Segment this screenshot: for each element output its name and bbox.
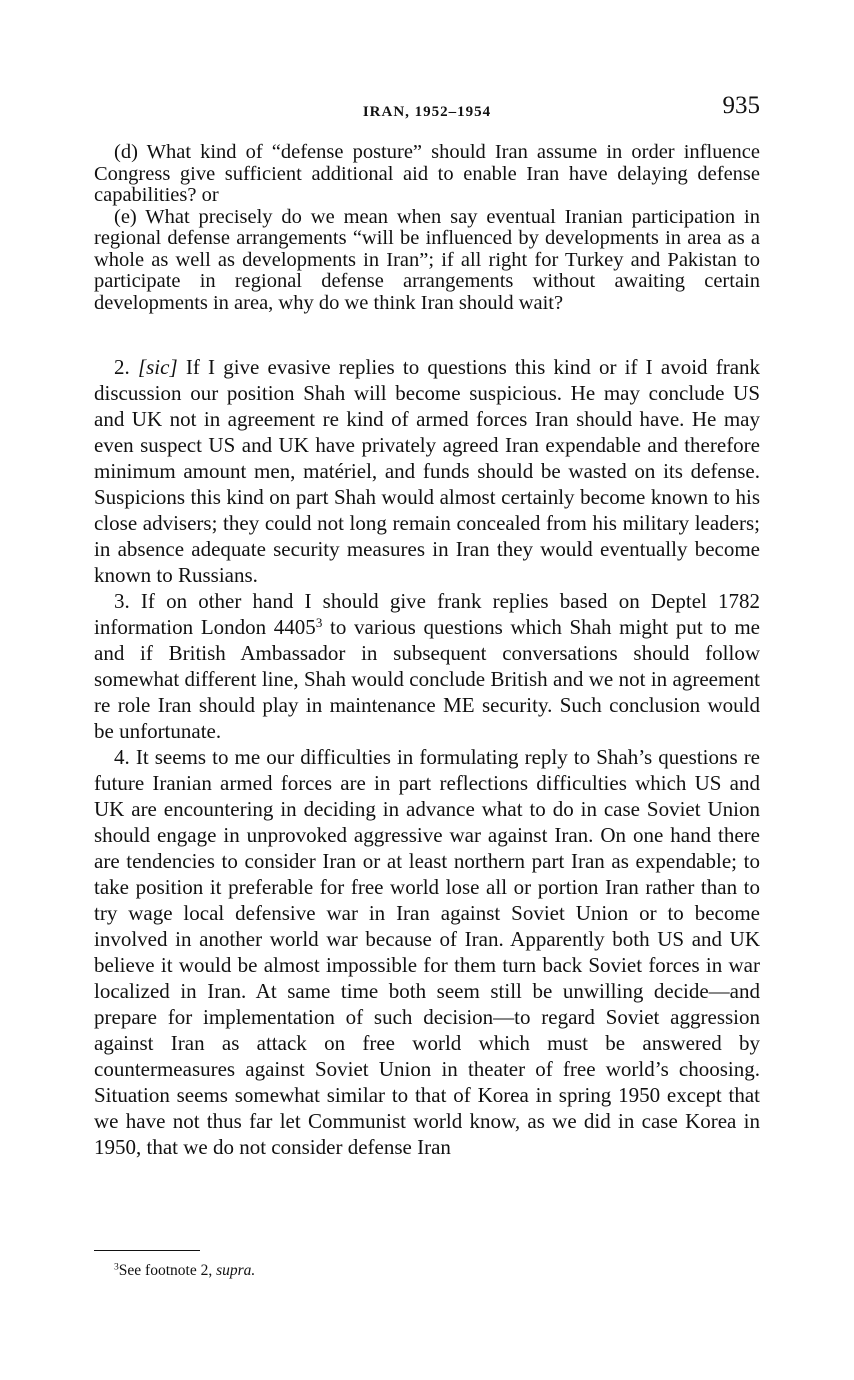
- page-header: [94, 92, 760, 126]
- paragraph-text: to various questions which Shah might put to me and if British Ambassador in subsequent conversations should follow somewhat different line, Shah would conclude British and we not in agreement re role Iran should play in maintenance ME security. Such conclusion would be unfortunate.: [94, 615, 760, 743]
- footnote-ref: 3: [315, 614, 323, 630]
- footnote: [94, 1262, 255, 1280]
- sic-note: [sic]: [137, 355, 178, 379]
- body-text: [94, 354, 760, 1160]
- paragraph-4: [94, 744, 760, 1160]
- footnote-text: See footnote 2,: [118, 1262, 213, 1279]
- list-item-text: What kind of “defense posture” should Iran assume in order influence Congress give sufficient additional aid to enable Iran have delaying defense capabilities? or: [94, 141, 760, 206]
- paragraph-text: It seems to me our difficulties in formulating reply to Shah’s questions re future Iranian armed forces are in part reflections difficulties which US and UK are encountering in deciding in advance what to do in case Soviet Union should engage in unprovoked aggressive war against Iran. On one hand there are tendencies to consider Iran or at least northern part Iran as expendable; to take position it preferable for free world lose all or portion Iran rather than to try wage local defensive war in Iran against Soviet Union or to become involved in another world war because of Iran. Apparently both US and UK believe it would be almost impossible for them turn back Soviet forces in war localized in Iran. At same time both seem still be unwilling decide—and prepare for implementation of such decision—to regard Soviet aggression against Iran as attack on free world which must be answered by countermeasures against Soviet Union in theater of free world’s choosing. Situation seems somewhat similar to that of Korea in spring 1950 except that we have not thus far let Communist world know, as we did in case Korea in 1950, that we do not consider defense Iran: [94, 745, 761, 1159]
- footnote-ref-italic: supra.: [216, 1262, 256, 1279]
- list-item-label: (d): [114, 141, 138, 163]
- footnote-divider: [94, 1250, 200, 1251]
- paragraph-text: If on other hand I should give frank replies based on Deptel 1782 information London 4405: [94, 589, 761, 639]
- list-item-label: (e): [114, 205, 137, 228]
- paragraph-number: 3.: [114, 589, 130, 613]
- page-number: 935: [722, 92, 760, 119]
- paragraph-2: [94, 354, 760, 588]
- footnote-marker: 3: [114, 1261, 119, 1273]
- list-item-e: [94, 207, 760, 315]
- paragraph-3: [94, 588, 760, 744]
- list-item-text: What precisely do we mean when say eventual Iranian participation in regional defense arrangements “will be influenced by developments in area as a whole as well as developments in Iran”; if all right for Turkey and Pakistan to participate in regional defense arrangements without awaiting certain developments in area, why do we think Iran should wait?: [94, 205, 760, 314]
- paragraph-number: 4.: [114, 745, 130, 769]
- paragraph-text: If I give evasive replies to questions this kind or if I avoid frank discussion our position Shah will become suspicious. He may conclude US and UK not in agreement re kind of armed forces Iran should have. He may even suspect US and UK have privately agreed Iran expendable and therefore minimum amount men, matériel, and funds should be wasted on its defense. Suspicions this kind on part Shah would almost certainly become known to his close advisers; they could not long remain concealed from his military leaders; in absence adequate security measures in Iran they would eventually become known to Russians.: [94, 355, 761, 587]
- paragraph-number: 2.: [114, 355, 130, 379]
- running-head: IRAN, 1952–1954: [362, 104, 492, 120]
- list-block: [94, 142, 760, 314]
- list-item-d: [94, 142, 760, 207]
